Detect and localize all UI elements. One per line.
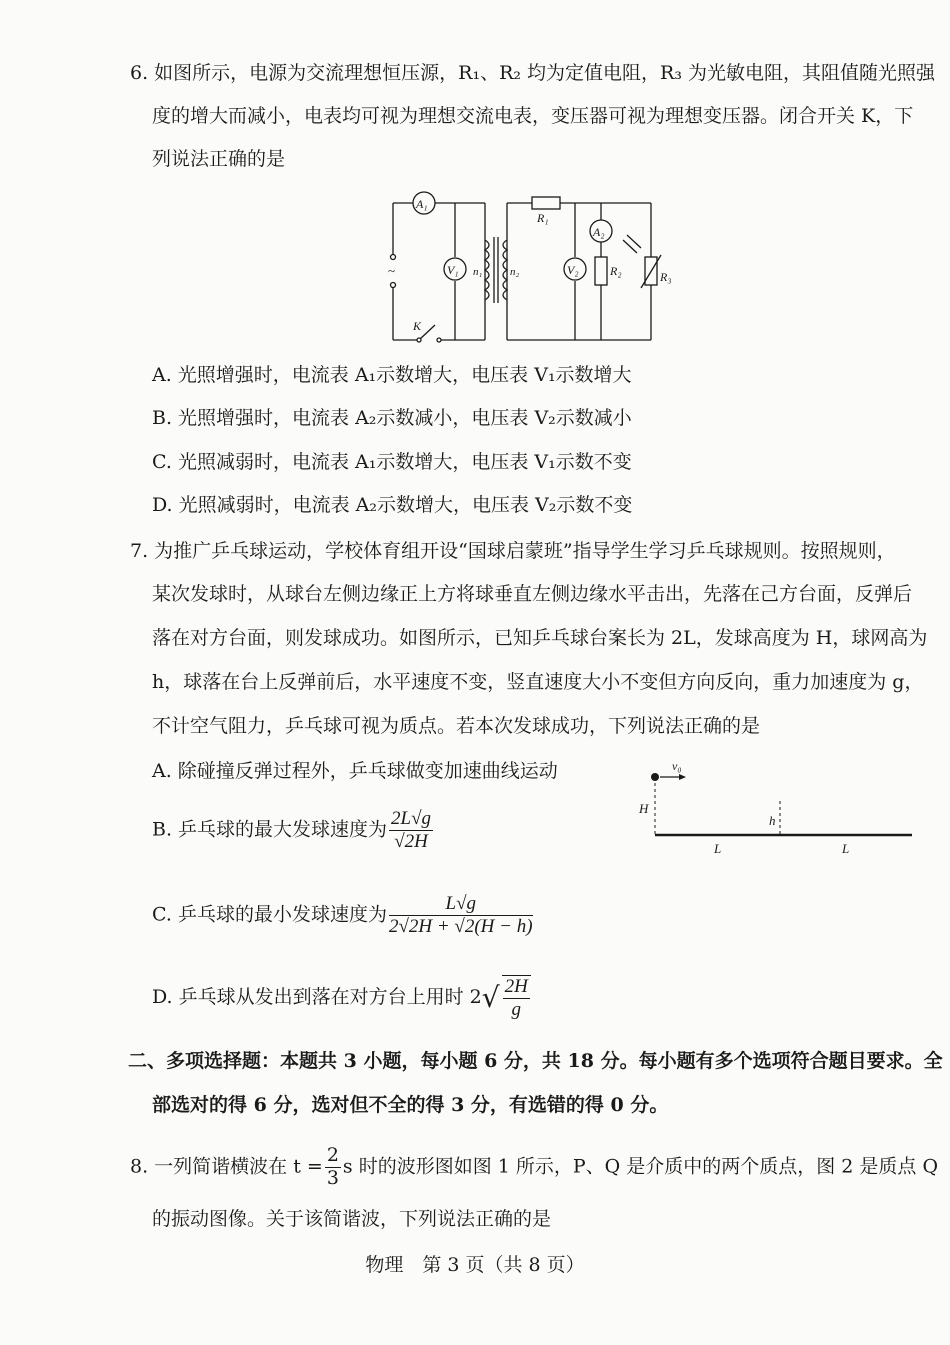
label-v0: v₀ (672, 759, 682, 773)
q7-option-c-numerator: L√g (389, 893, 533, 916)
q6-circuit-diagram (375, 185, 675, 350)
label-V1: V₁ (447, 263, 459, 277)
q7-stem-line2: 某次发球时，从球台左侧边缘正上方将球垂直左侧边缘水平击出，先落在己方台面，反弹后 (152, 583, 913, 605)
q7-option-d (152, 975, 533, 1021)
q7-stem-line5: 不计空气阻力，乒乓球可视为质点。若本次发球成功，下列说法正确的是 (152, 715, 761, 737)
q7-table-diagram (630, 755, 920, 865)
q6-stem-line2: 度的增大而减小，电表均可视为理想交流电表，变压器可视为理想变压器。闭合开关 K，下 (152, 105, 914, 127)
q8-stem-line2: 的振动图像。关于该简谐波，下列说法正确的是 (152, 1208, 552, 1230)
q7-stem-line1: 7. 为推广乒乓球运动，学校体育组开设“国球启蒙班”指导学生学习乒乓球规则。按照规则， (130, 540, 896, 562)
label-H: H (639, 801, 649, 816)
q8-stem-line1 (130, 1145, 938, 1190)
label-A1: A₁ (416, 197, 428, 211)
sqrt-sign: √ (481, 981, 500, 1015)
q7-option-c-denominator: 2√2H + √2(H − h) (388, 915, 533, 937)
label-n2: n₂ (510, 266, 520, 278)
q7-option-d-text: D. 乒乓球从发出到落在对方台上用时 2 (152, 985, 482, 1008)
label-K: K (413, 319, 422, 333)
label-R1: R₁ (537, 211, 549, 225)
q8-stem-post: s 时的波形图如图 1 所示，P、Q 是介质中的两个质点，图 2 是质点 Q (342, 1155, 939, 1178)
section2-heading-line2: 部选对的得 6 分，选对但不全的得 3 分，有选错的得 0 分。 (152, 1094, 669, 1116)
q7-option-b-denominator: √2H (394, 830, 428, 852)
page-footer: 物理 第 3 页（共 8 页） (365, 1254, 585, 1276)
label-L-right: L (842, 841, 850, 856)
q6-stem-line1: 6. 如图所示，电源为交流理想恒压源，R₁、R₂ 均为定值电阻，R₃ 为光敏电阻，其阻值随光照强 (130, 62, 936, 84)
q6-stem-line3: 列说法正确的是 (152, 148, 286, 170)
section2-heading-line1: 二、多项选择题：本题共 3 小题，每小题 6 分，共 18 分。每小题有多个选项符合题目要求。全 (128, 1050, 943, 1072)
label-A2: A₂ (593, 225, 605, 239)
label-L-left: L (714, 841, 722, 856)
label-R2: R₂ (610, 264, 622, 278)
q8-time-fraction (325, 1145, 341, 1190)
q7-option-b-fraction (389, 808, 433, 853)
q7-option-b-numerator: 2L√g (391, 808, 432, 829)
q7-stem-line4: h，球落在台上反弹前后，水平速度不变，竖直速度大小不变但方向反向，重力加速度为 g， (152, 671, 924, 693)
q7-option-b-text: B. 乒乓球的最大发球速度为 (152, 818, 388, 841)
q7-option-a: A. 除碰撞反弹过程外，乒乓球做变加速曲线运动 (152, 760, 558, 782)
label-R3: R₃ (660, 270, 672, 284)
label-V2: V₂ (567, 263, 579, 277)
q6-option-d: D. 光照减弱时，电流表 A₂示数增大，电压表 V₂示数不变 (152, 494, 633, 516)
q6-option-c: C. 光照减弱时，电流表 A₁示数增大，电压表 V₁示数不变 (152, 451, 632, 473)
label-h: h (769, 813, 776, 828)
q7-option-c (152, 893, 535, 938)
ac-source-symbol: ~ (388, 263, 396, 278)
q7-option-d-denominator: g (511, 998, 521, 1020)
label-n1: n₁ (473, 266, 483, 278)
q6-option-b: B. 光照增强时，电流表 A₂示数减小，电压表 V₂示数减小 (152, 407, 632, 429)
q7-option-c-fraction (389, 893, 533, 938)
q6-option-a: A. 光照增强时，电流表 A₁示数增大，电压表 V₁示数增大 (152, 364, 632, 386)
q8-time-numerator: 2 (326, 1144, 339, 1166)
q8-stem-pre: 8. 一列简谐横波在 t = (130, 1155, 323, 1178)
q7-option-d-numerator: 2H (504, 976, 528, 997)
q7-option-c-text: C. 乒乓球的最小发球速度为 (152, 903, 387, 926)
q8-time-denominator: 3 (326, 1166, 339, 1189)
q7-option-d-fraction (502, 975, 531, 1021)
q7-stem-line3: 落在对方台面，则发球成功。如图所示，已知乒乓球台案长为 2L，发球高度为 H，球网高为 (152, 627, 928, 649)
q7-option-b (152, 808, 435, 853)
